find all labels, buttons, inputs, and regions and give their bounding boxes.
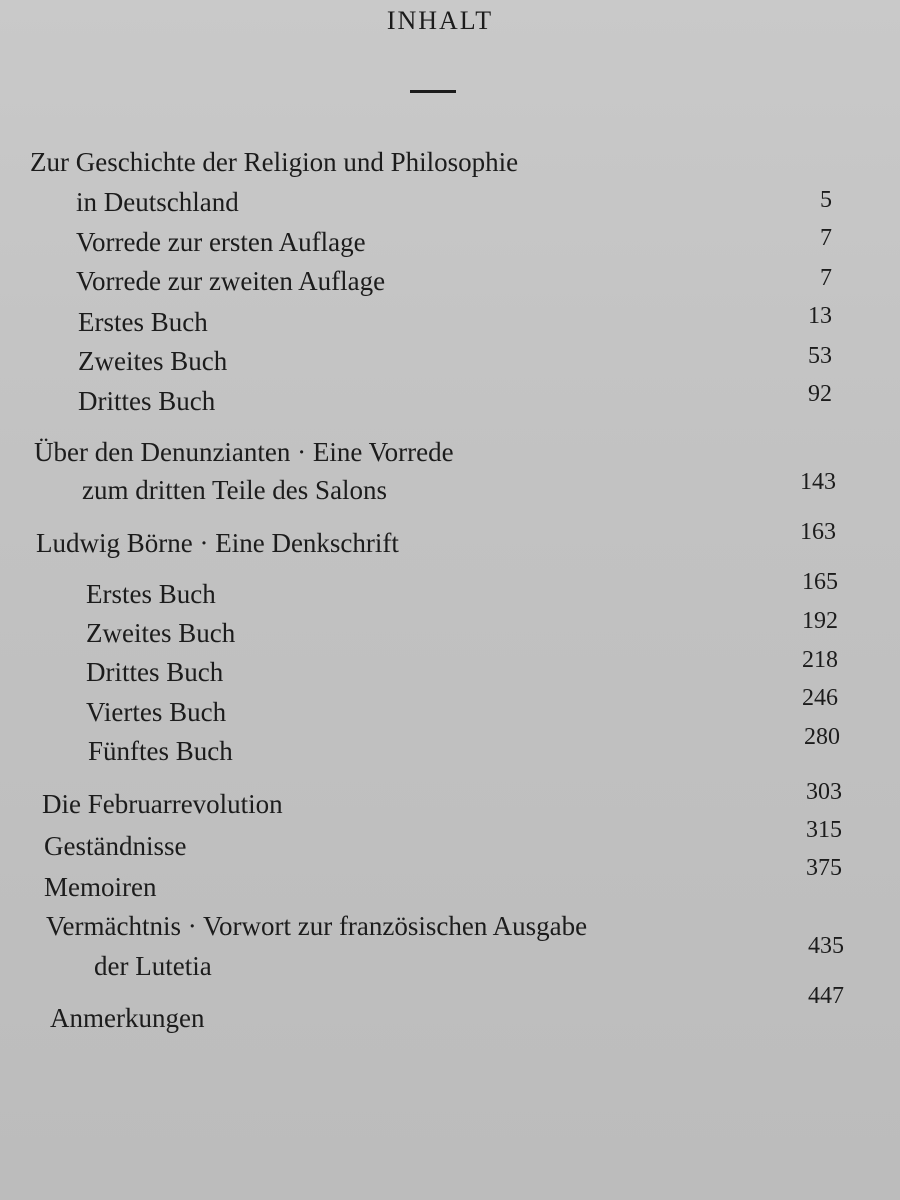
- toc-entry-page: 192: [802, 608, 838, 634]
- toc-entry-title: Über den Denunzianten · Eine Vorrede: [34, 437, 454, 467]
- toc-entry-title: Viertes Buch: [86, 697, 227, 727]
- toc-entry-title: Zur Geschichte der Religion und Philosophie: [30, 147, 519, 177]
- toc-entry-page: 13: [808, 303, 832, 329]
- page-title: INHALT: [386, 6, 494, 35]
- toc-entry-title: in Deutschland: [76, 187, 239, 217]
- toc-entry-page: 280: [804, 724, 840, 750]
- toc-entry-page: 303: [806, 779, 842, 805]
- toc-entry-title: Drittes Buch: [86, 657, 224, 687]
- toc-entry-page: 7: [820, 265, 832, 291]
- toc-entry-title: Vorrede zur ersten Auflage: [76, 227, 366, 257]
- toc-entry-page: 53: [808, 343, 832, 369]
- toc-entry-title: Vorrede zur zweiten Auflage: [76, 266, 386, 296]
- toc-entry-title: Memoiren: [44, 872, 157, 902]
- toc-entry-title: Drittes Buch: [78, 386, 216, 416]
- toc-entry-title: Anmerkungen: [50, 1003, 205, 1033]
- toc-entry-page: 435: [808, 933, 844, 959]
- toc-entry-page: 7: [820, 225, 832, 251]
- toc-entry-title: Fünftes Buch: [88, 736, 233, 766]
- toc-entry-page: 246: [802, 685, 838, 711]
- toc-entry-title: Zweites Buch: [86, 618, 236, 648]
- toc-entry-title: zum dritten Teile des Salons: [82, 475, 388, 505]
- toc-entry-title: Geständnisse: [44, 831, 187, 861]
- toc-entry-page: 315: [806, 817, 842, 843]
- toc-entry-page: 375: [806, 855, 842, 881]
- toc-entry-title: Ludwig Börne · Eine Denkschrift: [36, 528, 399, 558]
- toc-entry-page: 5: [820, 187, 832, 213]
- title-rule: [410, 90, 456, 93]
- toc-entry-page: 163: [800, 519, 836, 545]
- toc-entry-page: 165: [802, 569, 838, 595]
- toc-entry-title: Erstes Buch: [86, 579, 216, 609]
- toc-entry-page: 143: [800, 469, 836, 495]
- toc-entry-page: 218: [802, 647, 838, 673]
- toc-entry-title: Erstes Buch: [78, 307, 208, 337]
- toc-entry-title: der Lutetia: [94, 951, 212, 981]
- toc-entry-title: Die Februarrevolution: [42, 789, 283, 819]
- toc-entry-title: Vermächtnis · Vorwort zur französischen Ausgabe: [46, 911, 588, 941]
- toc-entry-page: 92: [808, 381, 832, 407]
- toc-entry-title: Zweites Buch: [78, 346, 228, 376]
- toc-entry-page: 447: [808, 983, 844, 1009]
